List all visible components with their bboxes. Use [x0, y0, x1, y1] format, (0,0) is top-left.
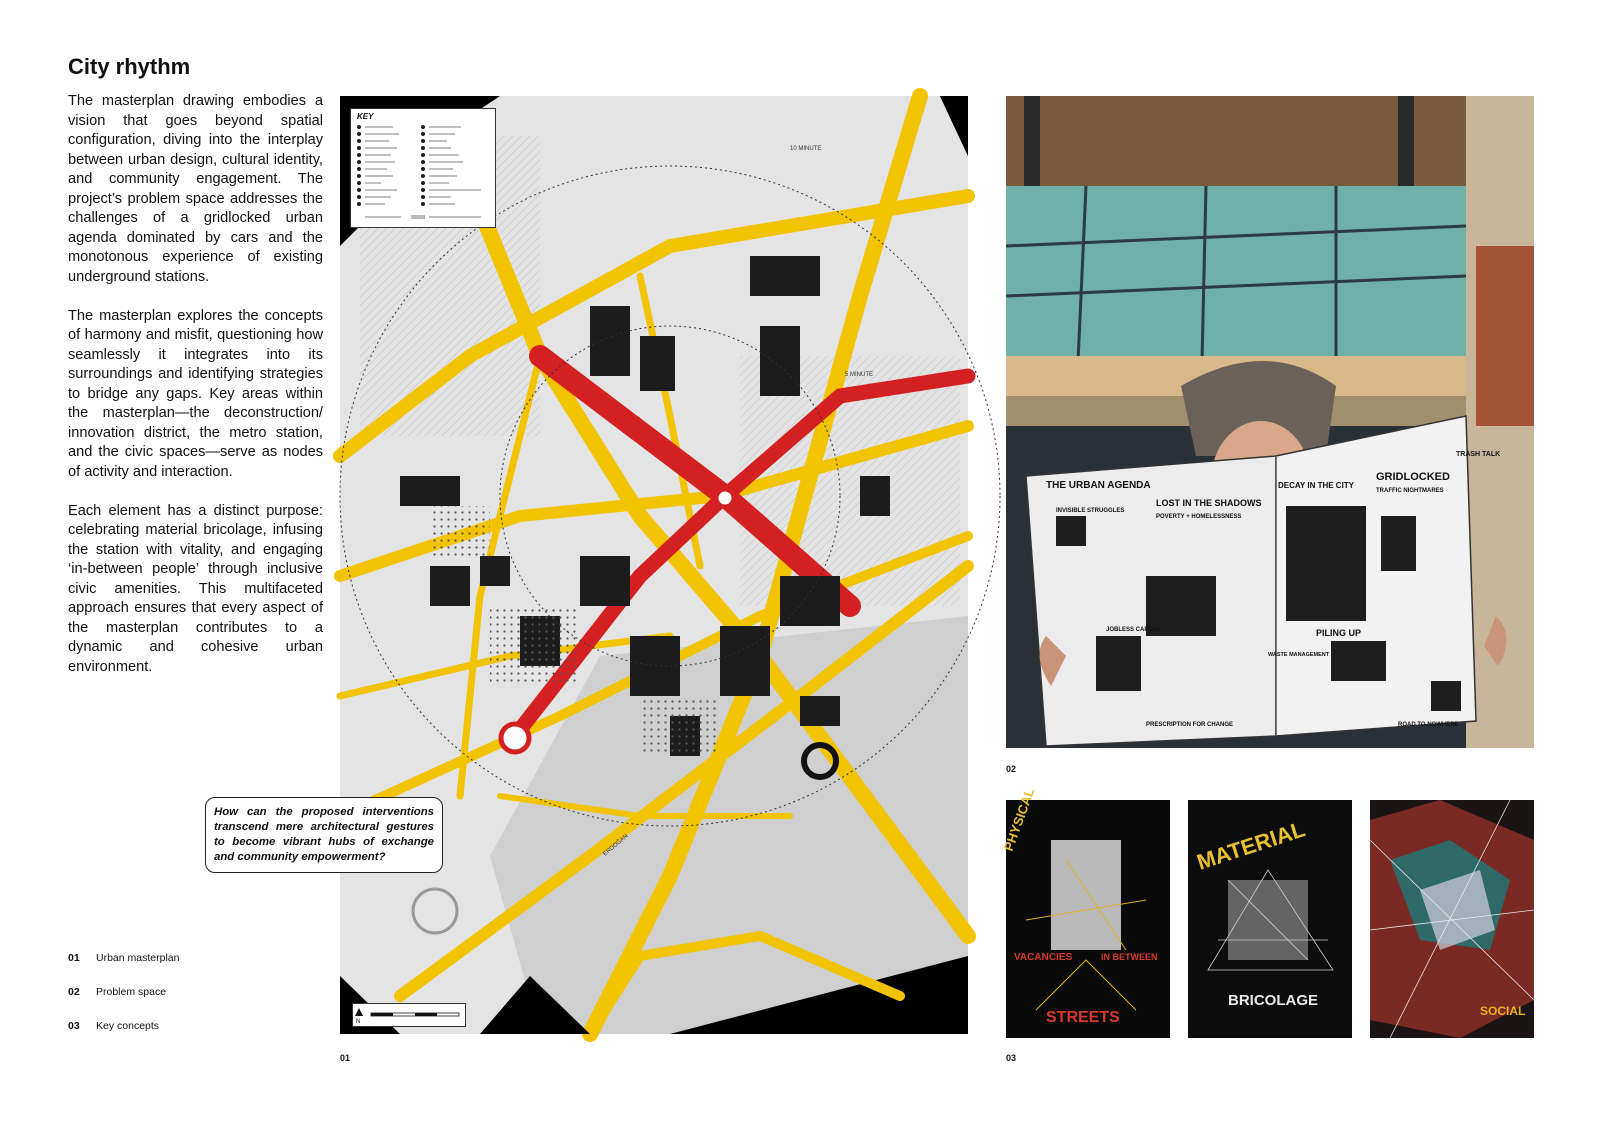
headline-4: TRASH TALK	[1456, 451, 1501, 458]
headline-11: PRESCRIPTION FOR CHANGE	[1146, 722, 1234, 728]
poster-word-physical: PHYSICAL	[1000, 786, 1038, 854]
legend-item	[68, 986, 179, 1020]
north-label: N	[356, 1019, 361, 1025]
legend-label: Urban masterplan	[96, 952, 180, 964]
legend-label: Key concepts	[96, 1020, 160, 1032]
ring-label-10: 10 MINUTE	[790, 146, 822, 152]
figure-label-02: 02	[1006, 764, 1017, 774]
concept-poster-physical	[1000, 786, 1170, 1038]
legend-number: 02	[68, 986, 80, 998]
legend-item	[68, 1020, 179, 1054]
social-poster-image	[1370, 800, 1534, 1038]
headline-9: WASTE MANAGEMENT	[1268, 652, 1330, 658]
headline-2: DECAY IN THE CITY	[1278, 481, 1355, 490]
map-key-list	[351, 109, 495, 227]
map-key-title: KEY	[357, 112, 374, 121]
street-label: ERDOĞAN	[602, 833, 630, 858]
paragraph-2: The masterplan explores the concepts of harmony and misfit, questioning how seamlessly it integrates into its surroundings and identifying strategies to bridge any gaps. Key areas within the masterplan—the deconstruction/ innovation district, the metro station, and the civic spaces—serve as nodes of activity and interaction.	[68, 307, 323, 480]
body-text	[68, 92, 323, 697]
poster-word-streets: STREETS	[1046, 1009, 1120, 1026]
map-key	[350, 108, 496, 228]
figure-legend	[68, 952, 179, 1054]
north-arrow-icon	[353, 1004, 465, 1026]
headline-1: LOST IN THE SHADOWS	[1156, 498, 1262, 508]
masthead-text: THE URBAN AGENDA	[1046, 480, 1151, 491]
concept-poster-social	[1370, 800, 1534, 1038]
physical-poster-image	[1000, 786, 1170, 1038]
headline-10: PILING UP	[1316, 628, 1362, 638]
legend-number: 03	[68, 1020, 80, 1032]
headline-7: INVISIBLE STRUGGLES	[1056, 508, 1125, 514]
material-poster-image	[1188, 800, 1352, 1038]
headline-3: GRIDLOCKED	[1376, 471, 1450, 483]
masterplan-map	[340, 96, 968, 1034]
legend-item	[68, 952, 179, 986]
headline-6: TRAFFIC NIGHTMARES	[1376, 488, 1444, 494]
legend-number: 01	[68, 952, 80, 964]
paragraph-1: The masterplan drawing embodies a vision that goes beyond spatial configuration, diving into the interplay between urban design, cultural identity, and community engagement. The project’s problem space addresses the challenges of a gridlocked urban agenda dominated by cars and the monotonous experience of existing underground stations.	[68, 93, 323, 285]
figure-label-03: 03	[1006, 1053, 1017, 1063]
poster-word-material: MATERIAL	[1193, 816, 1309, 875]
headline-8: JOBLESS CAPITAL	[1106, 627, 1162, 633]
research-question: How can the proposed interventions transcend mere architectural gestures to become vibrant hubs of exchange and community empowerment?	[205, 797, 443, 873]
figure-label-01: 01	[340, 1053, 351, 1063]
poster-word-inbetween: IN BETWEEN	[1101, 952, 1158, 962]
poster-word-social: SOCIAL	[1480, 1004, 1526, 1018]
page-title: City rhythm	[68, 54, 191, 79]
problem-space-illustration	[1006, 96, 1534, 748]
poster-word-vacancies: VACANCIES	[1014, 952, 1073, 963]
headline-12: ROAD TO NOWHERE	[1398, 722, 1459, 728]
masterplan-svg	[340, 96, 968, 1034]
headline-5: POVERTY + HOMELESSNESS	[1156, 514, 1242, 520]
ring-label-5: 5 MINUTE	[845, 372, 874, 378]
poster-word-bricolage: BRICOLAGE	[1228, 992, 1318, 1009]
map-scale-bar	[352, 1003, 466, 1027]
concept-poster-material	[1188, 800, 1352, 1038]
legend-label: Problem space	[96, 986, 167, 998]
newspaper-reader-image	[1006, 96, 1534, 748]
paragraph-3: Each element has a distinct purpose: celebrating material bricolage, infusing the station with vitality, and engaging ‘in-between people’ through inclusive civic amenities. This multifaceted approach ensures that every aspect of the masterplan contributes to a dynamic and cohesive urban environment.	[68, 502, 323, 675]
